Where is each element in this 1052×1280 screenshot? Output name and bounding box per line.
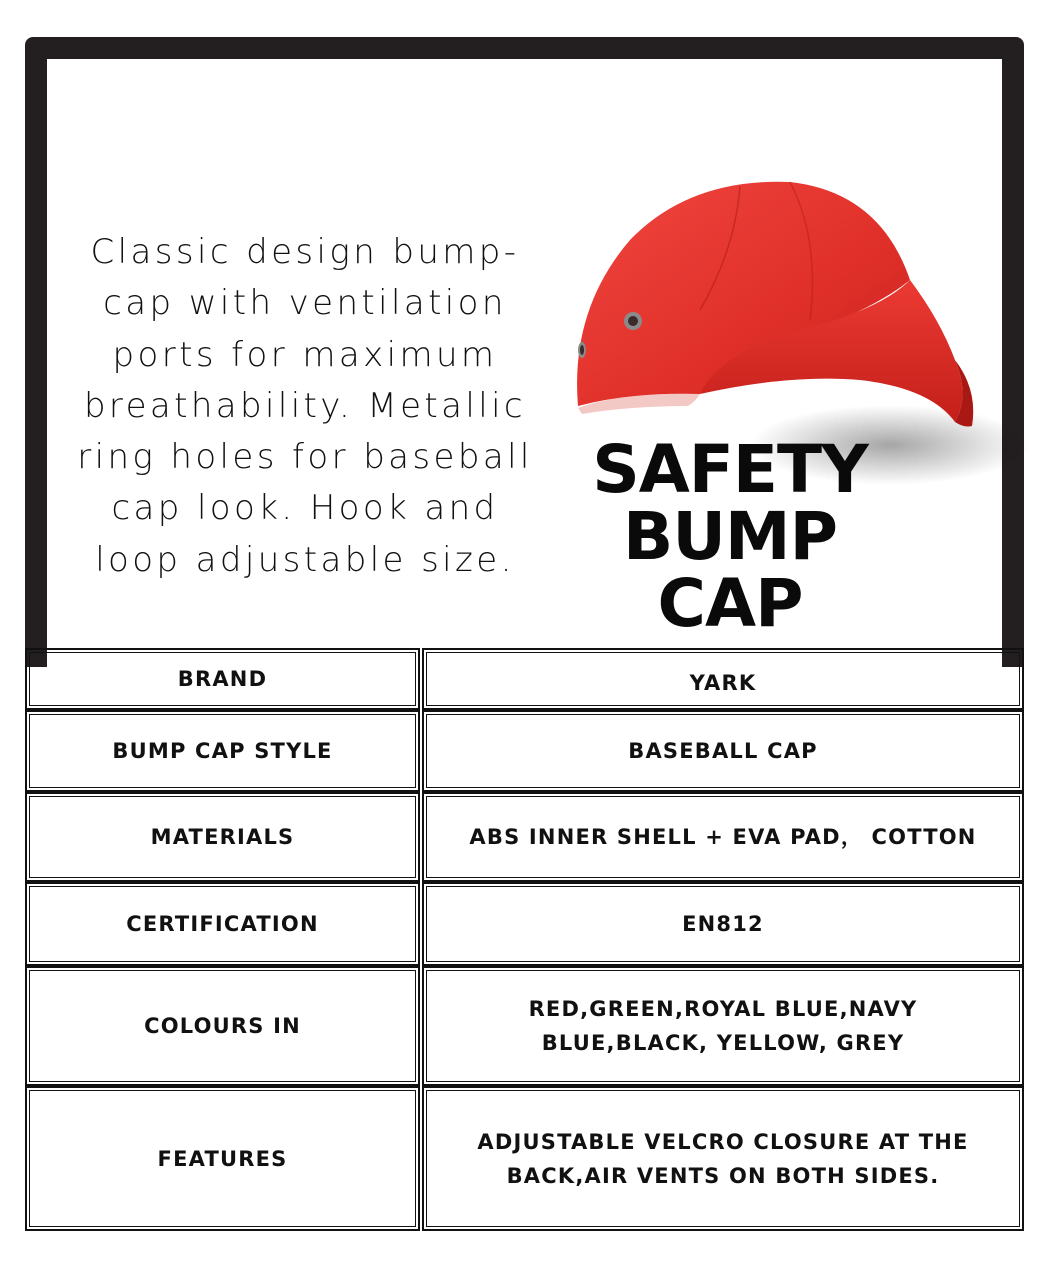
spec-value-certification: EN812 [422,882,1024,966]
spec-label-brand: BRAND [25,648,420,710]
spec-value-style: BASEBALL CAP [422,710,1024,792]
spec-label-features: FEATURES [25,1086,420,1231]
spec-label-certification: CERTIFICATION [25,882,420,966]
spec-value-brand: YARK [422,648,1024,710]
table-row [25,1086,1024,1231]
spec-value-colours: RED,GREEN,ROYAL BLUE,NAVY BLUE,BLACK, YELLOW, GREY [422,966,1024,1086]
table-row [25,648,1024,710]
title-line-1: SAFETY [592,431,868,508]
spec-value-features: ADJUSTABLE VELCRO CLOSURE AT THE BACK,AIR VENTS ON BOTH SIDES. [422,1086,1024,1231]
title-line-2: BUMP CAP [623,498,837,642]
table-row [25,882,1024,966]
table-row [25,792,1024,882]
spec-label-style: BUMP CAP STYLE [25,710,420,792]
spec-value-materials: ABS INNER SHELL + EVA PAD， COTTON [422,792,1024,882]
table-row [25,966,1024,1086]
spec-label-materials: MATERIALS [25,792,420,882]
product-description: Classic design bump- cap with ventilation ports for maximum breathability. Metallic ring holes for baseball cap look. Hook and loop adjustable size. [77,232,533,580]
table-row [25,710,1024,792]
product-title [555,431,905,642]
spec-label-colours: COLOURS IN [25,966,420,1086]
